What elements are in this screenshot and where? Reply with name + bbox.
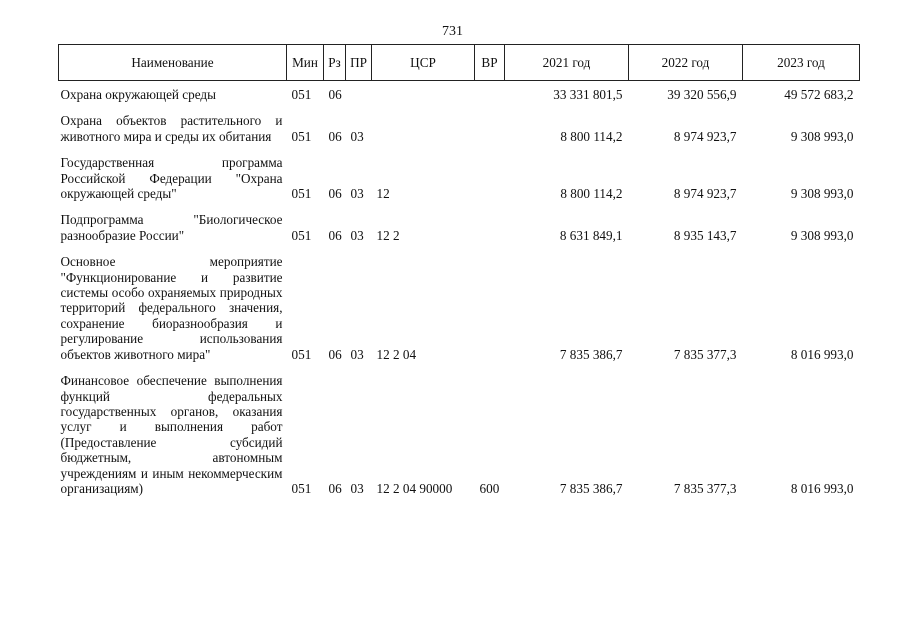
row-pr: 03	[350, 128, 364, 144]
header-name: Наименование	[59, 45, 287, 81]
row-2023: 8 016 993,0	[790, 346, 854, 362]
row-rz: 06	[328, 480, 342, 496]
header-min: Мин	[287, 45, 324, 81]
row-name: Охрана объектов растительного и животного мира и среды их обитания	[60, 113, 283, 144]
row-vr: 600	[479, 480, 500, 496]
row-pr: 03	[350, 346, 364, 362]
header-csr: ЦСР	[372, 45, 475, 81]
row-name: Охрана окружающей среды	[60, 87, 216, 102]
row-csr: 12 2	[376, 227, 400, 243]
row-2022: 7 835 377,3	[673, 346, 737, 362]
row-2021: 7 835 386,7	[559, 480, 623, 496]
row-name: Государственная программа Российской Федерации "Охрана окружающей среды"	[60, 155, 283, 202]
row-vr	[475, 81, 505, 106]
header-2023: 2023 год	[743, 45, 860, 81]
row-min: 051	[291, 186, 312, 202]
row-2023: 8 016 993,0	[790, 480, 854, 496]
row-2021: 8 631 849,1	[559, 227, 623, 243]
page-number: 731	[442, 24, 463, 39]
row-rz: 06	[328, 87, 342, 102]
row-min: 051	[291, 128, 312, 144]
header-pr: ПР	[346, 45, 372, 81]
row-rz: 06	[328, 346, 342, 362]
row-rz: 06	[328, 128, 342, 144]
row-rz: 06	[328, 186, 342, 202]
row-csr	[372, 81, 475, 106]
header-2021: 2021 год	[505, 45, 629, 81]
table-row	[59, 113, 860, 147]
row-pr: 03	[350, 480, 364, 496]
header-vr: ВР	[475, 45, 505, 81]
row-csr	[372, 113, 475, 147]
table-row	[59, 212, 860, 246]
header-2022: 2022 год	[629, 45, 743, 81]
budget-table	[58, 44, 860, 499]
row-2023: 49 572 683,2	[784, 87, 854, 102]
row-csr: 12 2 04 90000	[376, 480, 453, 496]
row-name: Основное мероприятие "Функционирование и развитие системы особо охраняемых природных территорий федерального значения, сохранение биоразнообразия и регулирование использования объектов животного мира"	[60, 254, 283, 362]
row-rz: 06	[328, 227, 342, 243]
row-pr: 03	[350, 186, 364, 202]
row-2021: 33 331 801,5	[553, 87, 623, 102]
row-2022: 8 974 923,7	[673, 128, 737, 144]
table-row	[59, 155, 860, 204]
row-2023: 9 308 993,0	[790, 186, 854, 202]
row-vr	[475, 212, 505, 246]
row-2022: 39 320 556,9	[667, 87, 737, 102]
row-csr: 12 2 04	[376, 346, 417, 362]
row-name: Финансовое обеспечение выполнения функций федеральных государственных органов, оказания услуг и выполнения работ (Предоставление субсидий бюджетным, автономным учреждениям и иным некоммерческим организациям)	[60, 373, 283, 496]
row-name: Подпрограмма "Биологическое разнообразие России"	[60, 212, 283, 243]
row-vr	[475, 254, 505, 365]
row-min: 051	[291, 87, 312, 102]
row-2022: 7 835 377,3	[673, 480, 737, 496]
table-row	[59, 373, 860, 499]
table-row	[59, 81, 860, 106]
row-2022: 8 974 923,7	[673, 186, 737, 202]
row-2023: 9 308 993,0	[790, 227, 854, 243]
row-2021: 8 800 114,2	[560, 186, 623, 202]
row-vr	[475, 113, 505, 147]
row-2023: 9 308 993,0	[790, 128, 854, 144]
row-csr: 12	[376, 186, 390, 202]
row-pr: 03	[350, 227, 364, 243]
row-2022: 8 935 143,7	[673, 227, 737, 243]
row-2021: 8 800 114,2	[560, 128, 623, 144]
row-min: 051	[291, 227, 312, 243]
row-vr	[475, 155, 505, 204]
row-min: 051	[291, 346, 312, 362]
row-min: 051	[291, 480, 312, 496]
table-row	[59, 254, 860, 365]
row-pr	[346, 81, 372, 106]
header-rz: Рз	[324, 45, 346, 81]
row-2021: 7 835 386,7	[559, 346, 623, 362]
header-row	[59, 45, 860, 81]
